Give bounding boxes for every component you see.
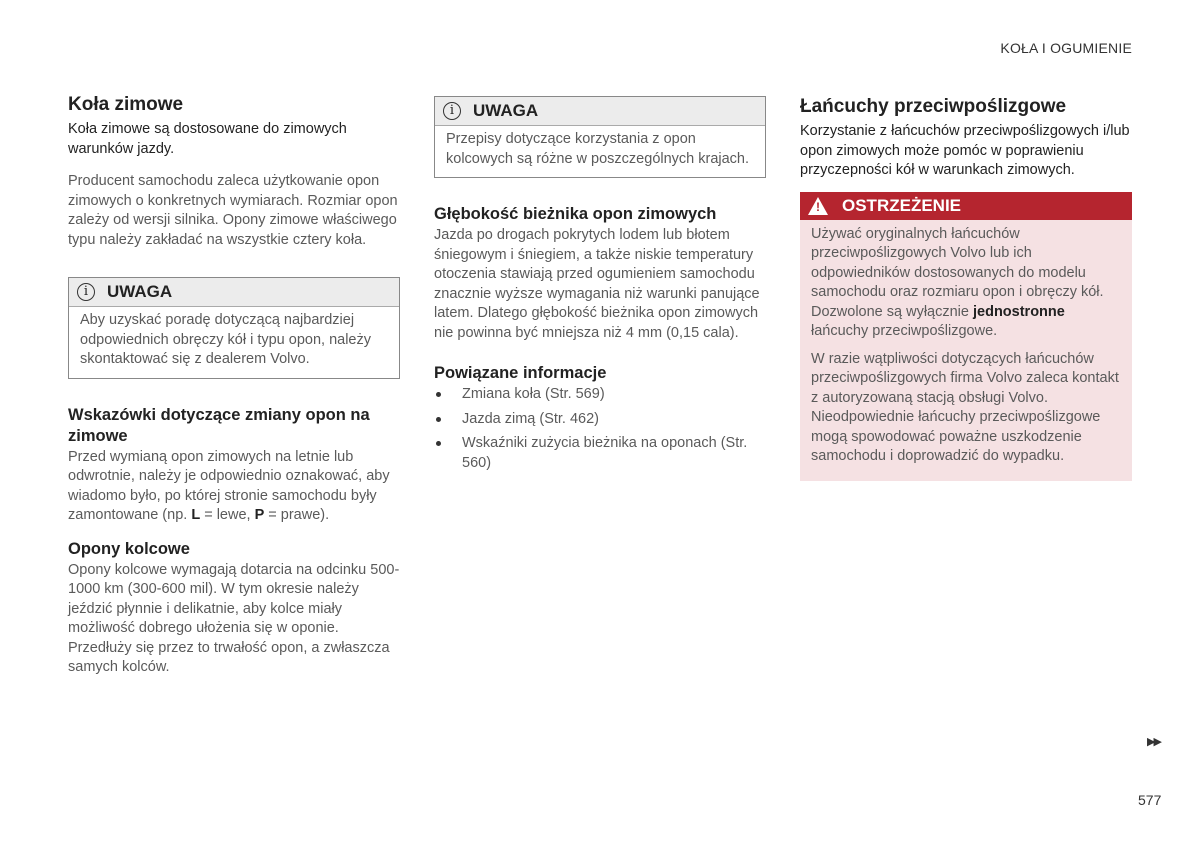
column-3 (800, 94, 1132, 481)
heading-related: Powiązane informacje (434, 364, 607, 382)
warning-triangle-icon: ! (808, 197, 828, 215)
text: łańcuchy przeciwpoślizgowe. (811, 323, 998, 339)
column-1 (68, 94, 400, 691)
bold-P: P (254, 507, 265, 523)
studded-text: Opony kolcowe wymagają dotarcia na odcinku 500-1000 km (300-600 mil). W tym okresie należy jeździć płynnie i delikatnie, aby kolce miały możliwość dobrego ułożenia się w oponie. Przedłuży się przez to trwałość opon, a zwłaszcza samych kolców. (68, 561, 400, 675)
text: Przed wymianą opon zimowych na letnie lub odwrotnie, należy je odpowiednio oznakować, aby wiadomo było, po której stronie samochodu były zamontowane (np. (68, 448, 390, 523)
title-snow-chains: Łańcuchy przeciwpoślizgowe (800, 96, 1067, 117)
heading-change-tips: Wskazówki dotyczące zmiany opon na zimowe (68, 405, 370, 445)
intro-text: Koła zimowe są dostosowane do zimowych warunków jazdy. (68, 121, 347, 157)
note-box (68, 277, 400, 379)
note-text: Aby uzyskać poradę dotyczącą najbardziej odpowiednich obręczy kół i typu opon, należy skontaktować się z dealerem Volvo. (80, 312, 371, 367)
note-box (434, 96, 766, 178)
related-link[interactable]: Wskaźniki zużycia bieżnika na oponach (Str. 560) (434, 434, 766, 473)
note-title: UWAGA (473, 101, 539, 121)
related-link[interactable]: Jazda zimą (Str. 462) (434, 410, 766, 430)
warning-body (800, 220, 1132, 481)
depth-text: Jazda po drogach pokrytych lodem lub błotem śniegowym i śniegiem, a także niskie temperatury otoczenia stawiają przed ogumieniem samochodu znacznie wyższe wymagania niż warunki panujące latem. Dlatego głębokość bieżnika opon zimowych nie powinna być mniejsza niż 4 mm (0,15 cala). (434, 227, 760, 341)
related-link[interactable]: Zmiana koła (Str. 569) (434, 385, 766, 405)
section-header: KOŁA I OGUMIENIE (1000, 40, 1132, 56)
note-header (69, 278, 399, 307)
change-text (68, 448, 400, 526)
info-icon: i (443, 102, 461, 120)
page-number: 577 (1138, 792, 1162, 808)
paragraph: Producent samochodu zaleca użytkowanie opon zimowych o konkretnych wymiarach. Rozmiar opon zależy od wersji silnika. Opony zimowe właściwego typu należy zakładać na wszystkie cztery koła. (68, 173, 398, 248)
text: = prawe). (264, 507, 330, 523)
warning-text (811, 225, 1121, 342)
text: Używać oryginalnych łańcuchów przeciwpoślizgowych Volvo lub ich odpowiedników dostosowanych do modelu samochodu oraz rozmiaru opon i obręczy kół. Dozwolone są wyłącznie (811, 225, 1104, 320)
warning-title: OSTRZEŻENIE (842, 195, 962, 215)
title-winter-wheels: Koła zimowe (68, 94, 184, 115)
warning-box (800, 192, 1132, 481)
note-header (435, 97, 765, 126)
text: = lewe, (200, 507, 255, 523)
heading-studded: Opony kolcowe (68, 539, 190, 558)
note-title: UWAGA (107, 282, 173, 302)
info-icon: i (77, 283, 95, 301)
bold-L: L (191, 507, 201, 523)
warning-header (800, 192, 1132, 220)
warning-text: W razie wątpliwości dotyczących łańcuchów przeciwpoślizgowych firma Volvo zaleca kontakt z autoryzowaną stacją obsługi Volvo. Nieodpowiednie łańcuchy przeciwpoślizgowe mogą spowodować poważne uszkodzenie samochodu i doprowadzić do wypadku. (811, 350, 1119, 464)
note-text: Przepisy dotyczące korzystania z opon kolcowych są różne w poszczególnych krajach. (446, 131, 750, 167)
bold-text: jednostronne (973, 303, 1065, 320)
column-2 (434, 96, 766, 478)
intro-text: Korzystanie z łańcuchów przeciwpoślizgowych i/lub opon zimowych może pomóc w poprawieniu przyczepności kół w warunkach zimowych. (800, 123, 1130, 178)
related-list (434, 385, 766, 473)
heading-tread-depth: Głębokość bieżnika opon zimowych (434, 205, 717, 223)
next-page-icon: ▶▶ (1147, 736, 1160, 748)
